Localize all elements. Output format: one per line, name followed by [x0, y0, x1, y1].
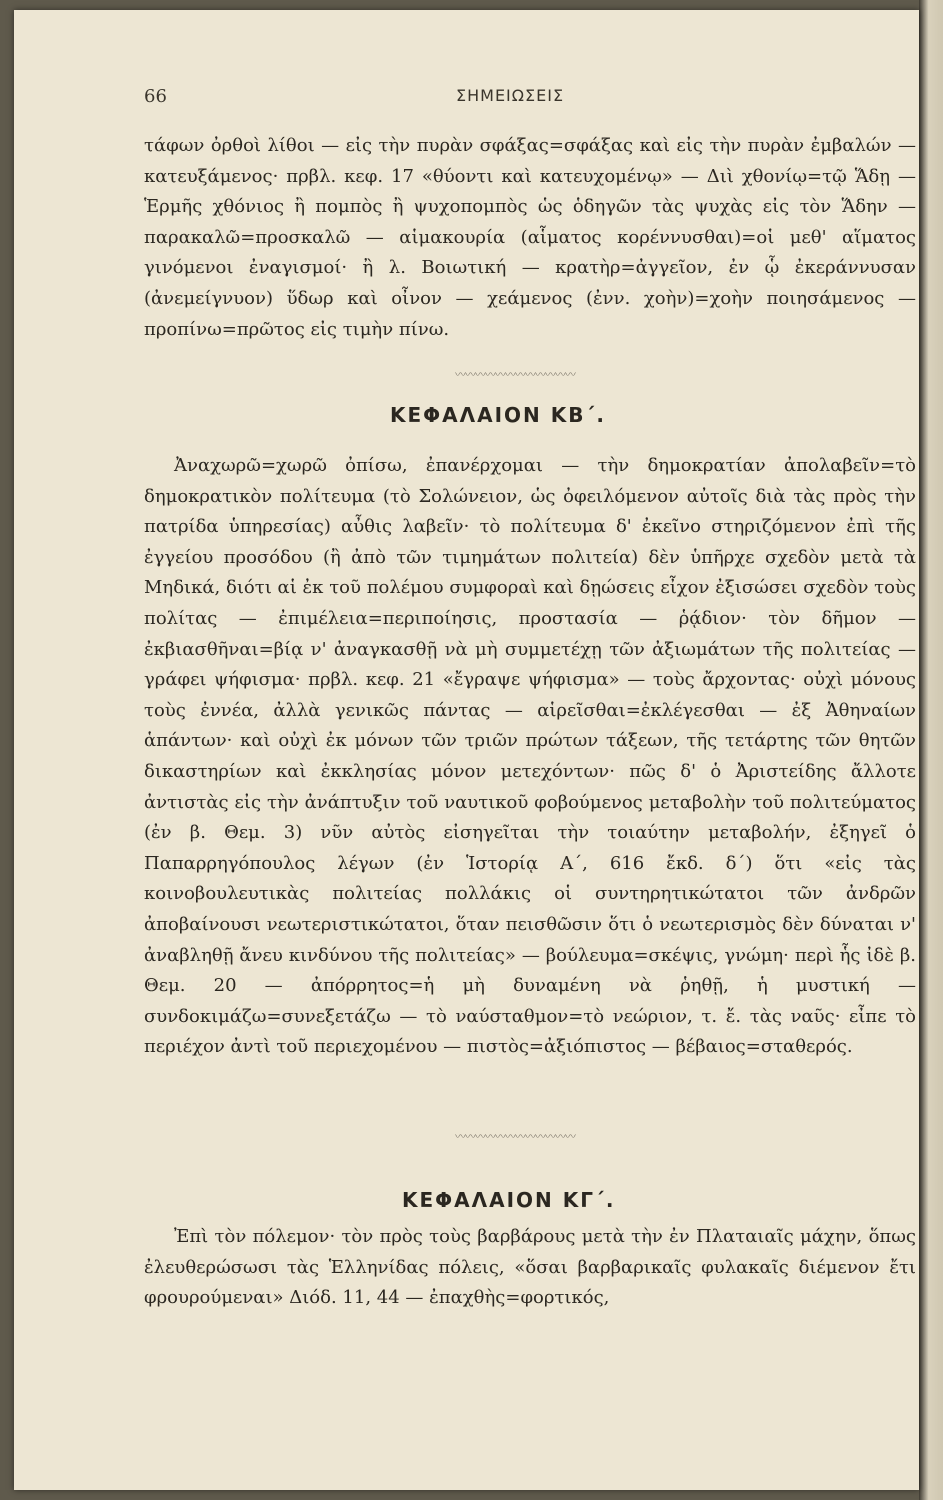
book-gutter	[919, 0, 943, 1500]
page-header	[144, 86, 916, 114]
page-number: 66	[144, 86, 167, 107]
decorative-rule: 〰〰〰〰〰〰〰〰〰〰〰〰	[455, 371, 575, 379]
top-paragraph: τάφων ὀρθοὶ λίθοι — εἰς τὴν πυρὰν σφάξας=σφάξας καὶ εἰς τὴν πυρὰν ἐμβαλών — κατευξάμενος· πρβλ. κεφ. 17 «θύοντι καὶ κατευχομένῳ» — Διὶ χθονίῳ=τῷ Ἅδῃ — Ἑρμῆς χθόνιος ἢ πομπὸς ἢ ψυχοπομπὸς ὡς ὁδηγῶν τὰς ψυχὰς εἰς τὸν Ἅδην — παρακαλῶ=προσκαλῶ — αἱμακουρία (αἷματος κορέννυσθαι)=οἱ μεθ' αἵματος γινόμενοι ἐναγισμοί· ἢ λ. Βοιωτική — κρατὴρ=ἀγγεῖον, ἐν ᾧ ἐκεράννυσαν (ἀνεμείγνυον) ὕδωρ καὶ οἶνον — χεάμενος (ἐνν. χοὴν)=χοὴν ποιησάμενος — προπίνω=πρῶτος εἰς τιμὴν πίνω.	[144, 135, 916, 340]
chapter-heading-kb: ΚΕΦΑΛΑΙΟΝ ΚΒ΄.	[390, 403, 606, 427]
chapter-kg-paragraph: Ἐπὶ τὸν πόλεμον· τὸν πρὸς τοὺς βαρβάρους μετὰ τὴν ἐν Πλαταιαῖς μάχην, ὅπως ἐλευθερώσωσι τὰς Ἑλληνίδας πόλεις, «ὅσαι βαρβαρικαῖς φυλακαῖς διέμενον ἔτι φρουρούμεναι» Διόδ. 11, 44 — ἐπαχθὴς=φορτικός,	[144, 1226, 916, 1309]
chapter-heading-kg: ΚΕΦΑΛΑΙΟΝ ΚΓ΄.	[402, 1188, 616, 1212]
chapter-kb-paragraph: Ἀναχωρῶ=χωρῶ ὀπίσω, ἐπανέρχομαι — τὴν δημοκρατίαν ἀπολαβεῖν=τὸ δημοκρατικὸν πολίτευμα (τὸ Σολώνειον, ὡς ὀφειλόμενον αὐτοῖς διὰ τὰς πρὸς τὴν πατρίδα ὑπηρεσίας) αὖθις λαβεῖν· τὸ πολίτευμα δ' ἐκεῖνο στηριζόμενον ἐπὶ τῆς ἐγγείου προσόδου (ἢ ἀπὸ τῶν τιμημάτων πολιτεία) δὲν ὑπῆρχε σχεδὸν μετὰ τὰ Μηδικά, διότι αἱ ἐκ τοῦ πολέμου συμφοραὶ καὶ δῃώσεις εἶχον ἐξισώσει σχεδὸν τοὺς πολίτας — ἐπιμέλεια=περιποίησις, προστασία — ῥᾴδιον· τὸν δῆμον — ἐκβιασθῆναι=βίᾳ ν' ἀναγκασθῇ νὰ μὴ συμμετέχῃ τῶν ἀξιωμάτων τῆς πολιτείας — γράφει ψήφισμα· πρβλ. κεφ. 21 «ἔγραψε ψήφισμα» — τοὺς ἄρχοντας· οὐχὶ μόνους τοὺς ἐννέα, ἀλλὰ γενικῶς πάντας — αἱρεῖσθαι=ἐκλέγεσθαι — ἐξ Ἀθηναίων ἁπάντων· καὶ οὐχὶ ἐκ μόνων τῶν τριῶν πρώτων τάξεων, τῆς τετάρτης τῶν θητῶν δικαστηρίων καὶ ἐκκλησίας μόνον μετεχόντων· πῶς δ' ὁ Ἀριστείδης ἄλλοτε ἀντιστὰς εἰς τὴν ἀνάπτυξιν τοῦ ναυτικοῦ φοβούμενος μεταβολὴν τοῦ πολιτεύματος (ἐν β. Θεμ. 3) νῦν αὐτὸς εἰσηγεῖται τὴν τοιαύτην μεταβολήν, ἐξηγεῖ ὁ Παπαρρηγόπουλος λέγων (ἐν Ἱστορίᾳ Α΄, 616 ἔκδ. δ΄) ὅτι «εἰς τὰς κοινοβουλευτικὰς πολιτείας πολλάκις οἱ συντηρητικώτατοι τῶν ἀνδρῶν ἀποβαίνουσι νεωτεριστικώτατοι, ὅταν πεισθῶσιν ὅτι ὁ νεωτερισμὸς δὲν δύναται ν' ἀναβληθῇ ἄνευ κινδύνου τῆς πολιτείας» — βούλευμα=σκέψις, γνώμη· περὶ ἧς ἰδὲ β. Θεμ. 20 — ἀπόρρητος=ἡ μὴ δυναμένη νὰ ῥηθῇ, ἡ μυστική — συνδοκιμάζω=συνεξετάζω — τὸ ναύσταθμον=τὸ νεώριον, τ. ἔ. τὰς ναῦς· εἶπε τὸ περιέχον ἀντὶ τοῦ περιεχομένου — πιστὸς=ἀξιόπιστος — βέβαιος=σταθερός.	[144, 455, 916, 1058]
running-head: ΣΗΜΕΙΩΣΕΙΣ	[456, 86, 565, 105]
decorative-rule: 〰〰〰〰〰〰〰〰〰〰〰〰	[455, 1133, 575, 1141]
